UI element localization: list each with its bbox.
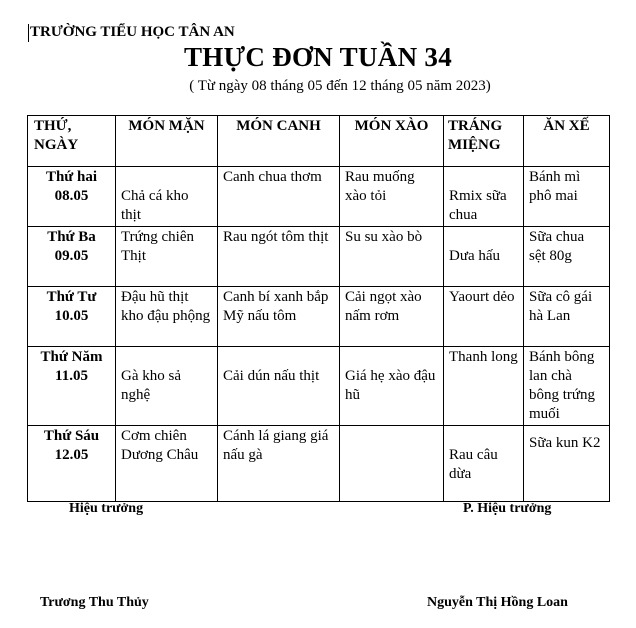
date-range-subtitle: ( Từ ngày 08 tháng 05 đến 12 tháng 05 năm 2023) (189, 78, 491, 94)
mon-xao-cell: Cải ngọt xào nấm rơm (340, 287, 444, 347)
principal-name: Trương Thu Thủy (40, 595, 149, 610)
an-xe-cell: Sữa kun K2 (524, 426, 610, 502)
table-row (28, 347, 610, 426)
day-cell (28, 287, 116, 347)
principal-title: Hiệu trưởng (69, 501, 144, 516)
header-mon-man: MÓN MẶN (116, 116, 218, 167)
header-mon-canh: MÓN CANH (218, 116, 340, 167)
page-title: THỰC ĐƠN TUẦN 34 (183, 42, 453, 72)
mon-canh-cell: Canh bí xanh bắp Mỹ nấu tôm (218, 287, 340, 347)
trang-mieng-cell: Yaourt dẻo (444, 287, 524, 347)
an-xe-cell: Bánh mì phô mai (524, 167, 610, 227)
mon-xao-cell: Su su xào bò (340, 227, 444, 287)
mon-man-cell: Trứng chiên Thịt (116, 227, 218, 287)
trang-mieng-cell: Thanh long (444, 347, 524, 426)
table-row (28, 426, 610, 502)
text-cursor (28, 24, 29, 42)
day-name: Thứ Ba (47, 229, 96, 245)
mon-xao-cell: Rau muống xào tỏi (340, 167, 444, 227)
header-trang-mieng: TRÁNG MIỆNG (444, 116, 524, 167)
day-date: 11.05 (55, 368, 88, 384)
trang-mieng-cell: Dưa hấu (444, 227, 524, 287)
trang-mieng-cell: Rau câu dừa (444, 426, 524, 502)
mon-canh-cell: Canh chua thơm (218, 167, 340, 227)
day-name: Thứ hai (45, 169, 98, 185)
trang-mieng-cell: Rmix sữa chua (444, 167, 524, 227)
day-cell (28, 426, 116, 502)
day-name: Thứ Năm (40, 349, 103, 365)
table-header-row (28, 116, 610, 167)
an-xe-cell: Sữa cô gái hà Lan (524, 287, 610, 347)
vice-principal-name: Nguyễn Thị Hồng Loan (427, 595, 568, 610)
mon-man-cell: Gà kho sả nghệ (116, 347, 218, 426)
table-row (28, 167, 610, 227)
day-cell (28, 347, 116, 426)
day-name: Thứ Sáu (43, 428, 100, 444)
table-row (28, 287, 610, 347)
table-row (28, 227, 610, 287)
mon-canh-cell: Cải dún nấu thịt (218, 347, 340, 426)
day-date: 10.05 (54, 308, 89, 324)
mon-man-cell: Đậu hũ thịt kho đậu phộng (116, 287, 218, 347)
day-cell (28, 167, 116, 227)
day-date: 08.05 (54, 188, 89, 204)
header-mon-xao: MÓN XÀO (340, 116, 444, 167)
mon-man-cell: Chả cá kho thịt (116, 167, 218, 227)
vice-principal-title: P. Hiệu trưởng (463, 501, 552, 516)
day-name: Thứ Tư (46, 289, 97, 305)
header-day: THỨ, NGÀY (28, 116, 116, 167)
header-an-xe: ĂN XẾ (524, 116, 610, 167)
mon-man-cell: Cơm chiên Dương Châu (116, 426, 218, 502)
day-date: 12.05 (54, 447, 89, 463)
school-name: TRƯỜNG TIỂU HỌC TÂN AN (30, 24, 235, 40)
mon-canh-cell: Cánh lá giang giá nấu gà (218, 426, 340, 502)
day-cell (28, 227, 116, 287)
mon-xao-cell (340, 426, 444, 502)
mon-xao-cell: Giá hẹ xào đậu hũ (340, 347, 444, 426)
menu-table (27, 115, 610, 502)
day-date: 09.05 (54, 248, 89, 264)
an-xe-cell: Bánh bông lan chà bông trứng muối (524, 347, 610, 426)
mon-canh-cell: Rau ngót tôm thịt (218, 227, 340, 287)
an-xe-cell: Sữa chua sệt 80g (524, 227, 610, 287)
